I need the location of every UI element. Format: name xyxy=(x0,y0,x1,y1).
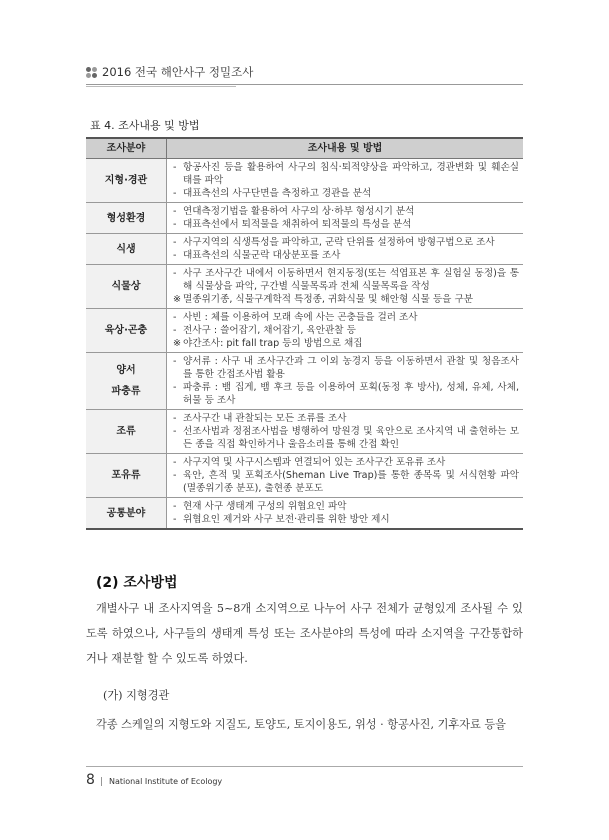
item-marker: - xyxy=(173,514,177,525)
list-item xyxy=(173,324,519,337)
table-row xyxy=(86,498,523,530)
table-header-row xyxy=(86,138,523,159)
row-content xyxy=(167,498,524,530)
category-label: 식생 xyxy=(116,243,136,255)
item-text: 사구지역의 식생특성을 파악하고, 군락 단위를 설정하여 방형구법으로 조사 xyxy=(183,237,495,248)
row-content xyxy=(167,265,524,309)
header-title: 2016 전국 해안사구 정밀조사 xyxy=(102,65,254,79)
row-content xyxy=(167,410,524,454)
table-row xyxy=(86,203,523,234)
row-category xyxy=(86,265,167,309)
body-paragraph-continued: 각종 스케일의 지형도와 지질도, 토양도, 토지이용도, 위성 · 항공사진, 기후자료 등을 xyxy=(96,718,506,731)
category-label: 공통분야 xyxy=(106,507,146,519)
item-marker: - xyxy=(173,268,177,279)
list-item xyxy=(173,425,519,451)
bullet-dots-icon xyxy=(86,67,98,79)
category-label: 형성환경 xyxy=(106,212,146,224)
row-category xyxy=(86,498,167,530)
list-item xyxy=(173,267,519,293)
row-content xyxy=(167,353,524,410)
table-caption: 표 4. 조사내용 및 방법 xyxy=(90,119,200,132)
item-text: 연대측정기법을 활용하여 사구의 상·하부 형성시기 분석 xyxy=(183,206,415,217)
item-text: 항공사진 등을 활용하여 사구의 침식·퇴적양상을 파악하고, 경관변화 및 훼손실태를 파악 xyxy=(183,162,519,186)
table-body xyxy=(86,159,523,530)
column-header-method: 조사내용 및 방법 xyxy=(167,138,524,159)
item-marker: - xyxy=(173,206,177,217)
list-item xyxy=(173,236,519,249)
item-marker: - xyxy=(173,325,177,336)
item-text: 위협요인 제거와 사구 보전·관리를 위한 방안 제시 xyxy=(183,514,390,525)
item-text: 선조사법과 정점조사법을 병행하여 망원경 및 육안으로 조사지역 내 출현하는 모든 종을 직접 확인하거나 울음소리를 통해 간접 확인 xyxy=(183,426,519,450)
list-item xyxy=(173,218,519,231)
category-label: 조류 xyxy=(116,426,136,437)
category-label: 양서 xyxy=(116,365,136,376)
item-marker: - xyxy=(173,426,177,437)
category-label: 식물상 xyxy=(111,281,141,292)
table-row xyxy=(86,353,523,410)
footer-separator: | xyxy=(99,777,103,787)
table-row xyxy=(86,309,523,353)
list-item xyxy=(173,513,519,526)
list-item xyxy=(173,355,519,381)
list-item xyxy=(173,381,519,407)
running-header xyxy=(86,64,523,86)
list-item xyxy=(173,293,519,306)
item-text: 육안, 흔적 및 포획조사(Sheman Live Trap)를 통한 종목록 및 서식현황 파악(멸종위기종 분포), 출현종 분포도 xyxy=(183,470,519,494)
item-marker: - xyxy=(173,382,177,393)
list-item xyxy=(173,249,519,262)
list-item xyxy=(173,161,519,187)
footer-rule xyxy=(86,766,523,767)
item-text: 사구 조사구간 내에서 이동하면서 현지동정(또는 석엽표본 후 실험실 동정)을 통해 식물상을 파악, 구간별 식물목록과 전체 식물목록을 작성 xyxy=(183,268,519,292)
item-text: 조사구간 내 관찰되는 모든 조류를 조사 xyxy=(183,413,347,424)
item-text: 사빈 : 체를 이용하여 모래 속에 사는 곤충들을 걸러 조사 xyxy=(183,312,418,323)
list-item xyxy=(173,500,519,513)
item-text: 대표측선에서 퇴적물을 채취하여 퇴적물의 특성을 분석 xyxy=(183,219,412,230)
row-category xyxy=(86,234,167,265)
item-marker: - xyxy=(173,413,177,424)
item-marker: - xyxy=(173,470,177,481)
row-category xyxy=(86,410,167,454)
item-text: 양서류 : 사구 내 조사구간과 그 이외 농경지 등을 이동하면서 관찰 및 청음조사를 통한 간접조사법 활용 xyxy=(183,356,519,380)
item-marker: - xyxy=(173,457,177,468)
institute-name: National Institute of Ecology xyxy=(108,777,223,786)
body-paragraph: 개별사구 내 조사지역을 5~8개 소지역으로 나누어 사구 전체가 균형있게 조사될 수 있도록 하였으나, 사구들의 생태계 특성 또는 조사분야의 특성에 따라 소지역을 구간통합하거나 재분할 할 수 있도록 하였다. xyxy=(86,602,523,665)
item-text: 사구지역 및 사구시스템과 연결되어 있는 조사구간 포유류 조사 xyxy=(183,457,446,468)
item-marker: - xyxy=(173,219,177,230)
list-item xyxy=(173,205,519,218)
table-row xyxy=(86,454,523,498)
row-category xyxy=(86,203,167,234)
header-rule-accent xyxy=(86,86,236,87)
item-text: 대표측선의 식물군락 대상분포를 조사 xyxy=(183,250,341,261)
item-marker: - xyxy=(173,501,177,512)
subheading: (가) 지형경관 xyxy=(103,689,170,702)
header-rule xyxy=(86,84,523,85)
item-text: 멸종위기종, 식물구계학적 특정종, 귀화식물 및 해안형 식물 등을 구분 xyxy=(183,294,473,305)
category-label: 육상·곤충 xyxy=(104,325,148,336)
table-row xyxy=(86,234,523,265)
item-marker: - xyxy=(173,237,177,248)
row-content xyxy=(167,309,524,353)
item-marker: - xyxy=(173,312,177,323)
item-marker: ※ xyxy=(173,294,182,305)
page-number: 8 xyxy=(86,772,95,788)
item-text: 야간조사: pit fall trap 등의 방법으로 채집 xyxy=(183,338,363,349)
row-content xyxy=(167,234,524,265)
row-content xyxy=(167,454,524,498)
category-label: 지형·경관 xyxy=(104,175,148,186)
column-header-field: 조사분야 xyxy=(86,138,167,159)
item-marker: - xyxy=(173,250,177,261)
item-text: 현재 사구 생태계 구성의 위협요인 파악 xyxy=(183,501,347,512)
row-category xyxy=(86,159,167,203)
list-item xyxy=(173,337,519,350)
item-text: 파충류 : 뱀 집게, 뱀 후크 등을 이용하여 포획(동정 후 방사), 성체, 유체, 사체, 허물 등 조사 xyxy=(183,382,519,406)
category-label: 포유류 xyxy=(111,470,141,481)
table-row xyxy=(86,410,523,454)
table-row xyxy=(86,265,523,309)
row-content xyxy=(167,203,524,234)
item-marker: - xyxy=(173,188,177,199)
row-content xyxy=(167,159,524,203)
item-text: 대표측선의 사구단면을 측정하고 경관을 분석 xyxy=(183,188,372,199)
list-item xyxy=(173,187,519,200)
list-item xyxy=(173,311,519,324)
row-category xyxy=(86,309,167,353)
item-marker: ※ xyxy=(173,338,182,349)
list-item xyxy=(173,469,519,495)
row-category xyxy=(86,353,167,410)
page-footer xyxy=(86,772,222,788)
list-item xyxy=(173,456,519,469)
list-item xyxy=(173,412,519,425)
section-title: (2) 조사방법 xyxy=(96,575,178,591)
item-marker: - xyxy=(173,356,177,367)
item-text: 전사구 : 쓸어잡기, 채어잡기, 육안관찰 등 xyxy=(183,325,356,336)
table-row xyxy=(86,159,523,203)
category-label: 파충류 xyxy=(111,386,141,397)
row-category xyxy=(86,454,167,498)
item-marker: - xyxy=(173,162,177,173)
survey-table xyxy=(86,137,523,530)
